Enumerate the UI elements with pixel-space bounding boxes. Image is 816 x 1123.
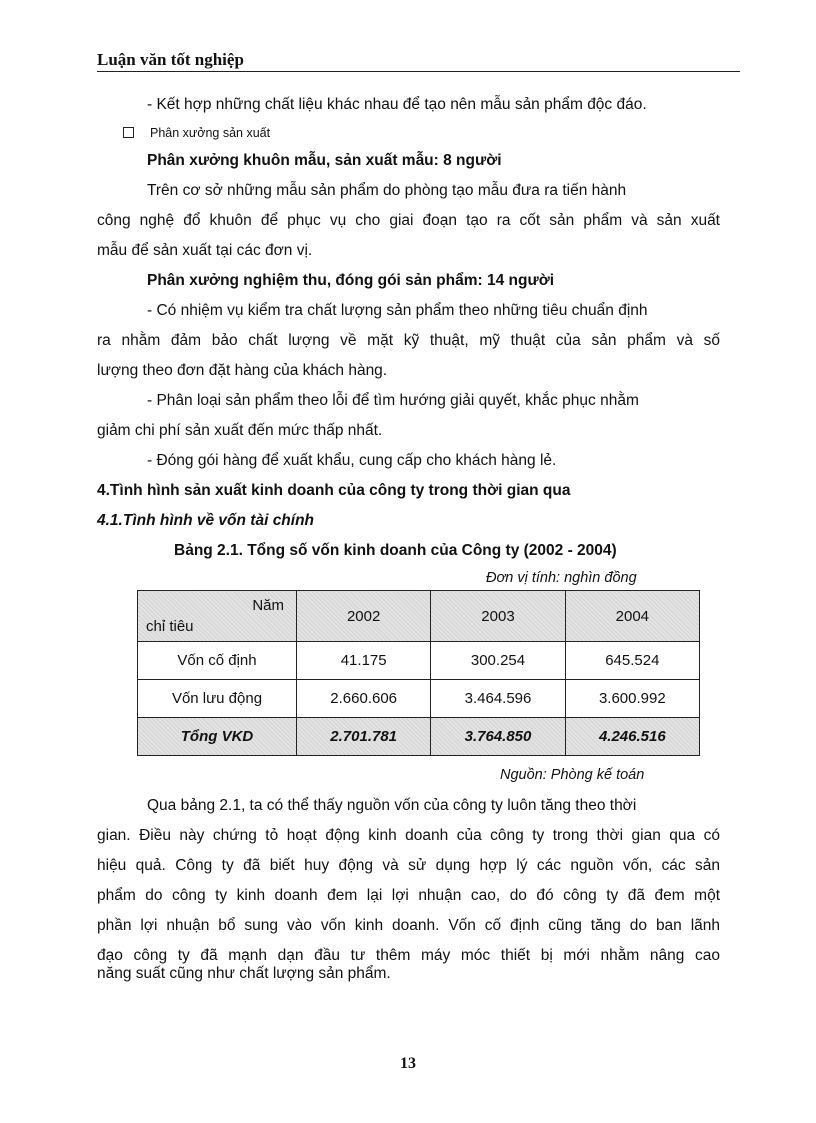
paragraph-line: ra nhằm đảm bảo chất lượng về mặt kỹ thuật, mỹ thuật của sản phẩm và số [97, 332, 720, 349]
table-cell: 3.764.850 [431, 718, 565, 756]
year-header: 2002 [297, 591, 431, 642]
table-cell: 300.254 [431, 642, 565, 680]
subheading: Phân xưởng khuôn mẫu, sản xuất mẫu: 8 người [147, 152, 502, 169]
row-label: Vốn lưu động [138, 680, 297, 718]
corner-cell [138, 591, 297, 642]
year-header: 2004 [565, 591, 699, 642]
row-label: Vốn cố định [138, 642, 297, 680]
table-source: Nguồn: Phòng kế toán [500, 767, 645, 783]
paragraph-line: lượng theo đơn đặt hàng của khách hàng. [97, 362, 388, 379]
table-cell: 2.701.781 [297, 718, 431, 756]
table-cell: 3.600.992 [565, 680, 699, 718]
bullet-text: Phân xưởng sản xuất [150, 126, 271, 140]
paragraph-line: - Đóng gói hàng để xuất khẩu, cung cấp cho khách hàng lẻ. [147, 452, 557, 469]
paragraph-line: công nghệ đổ khuôn để phục vụ cho giai đoạn tạo ra cốt sản phẩm và sản xuất [97, 212, 720, 229]
table-cell: 4.246.516 [565, 718, 699, 756]
paragraph-line: phần lợi nhuận bổ sung vào vốn kinh doanh. Vốn cố định cũng tăng do ban lãnh [97, 917, 720, 934]
square-bullet-icon [123, 127, 134, 138]
paragraph-line: Trên cơ sở những mẫu sản phẩm do phòng tạo mẫu đưa ra tiến hành [147, 182, 627, 199]
bullet-item [123, 126, 270, 140]
capital-table [137, 590, 700, 756]
paragraph-line: Qua bảng 2.1, ta có thể thấy nguồn vốn của công ty luôn tăng theo thời [147, 797, 637, 814]
table-header-row [138, 591, 700, 642]
paragraph-line: - Kết hợp những chất liệu khác nhau để tạo nên mẫu sản phẩm độc đáo. [147, 96, 647, 113]
table-cell: 645.524 [565, 642, 699, 680]
corner-item-label: chỉ tiêu [146, 618, 194, 635]
paragraph-line: phẩm do công ty kinh doanh đem lại lợi nhuận cao, do đó công ty đã đem một [97, 887, 720, 904]
page-number: 13 [400, 1055, 416, 1072]
paragraph-line: gian. Điều này chứng tỏ hoạt động kinh doanh của công ty trong thời gian qua có [97, 827, 720, 844]
corner-year-label: Năm [252, 597, 284, 614]
subheading: Phân xưởng nghiệm thu, đóng gói sản phẩm: 14 người [147, 272, 555, 289]
paragraph-line: đạo công ty đã mạnh dạn đầu tư thêm máy móc thiết bị mới nhằm nâng cao [97, 947, 720, 964]
paragraph-line: - Phân loại sản phẩm theo lỗi để tìm hướng giải quyết, khắc phục nhằm [147, 392, 639, 409]
year-header: 2003 [431, 591, 565, 642]
table-row [138, 642, 700, 680]
table-cell: 3.464.596 [431, 680, 565, 718]
section-heading: 4.Tình hình sản xuất kinh doanh của công ty trong thời gian qua [97, 482, 571, 499]
paragraph-line: năng suất cũng như chất lượng sản phẩm. [97, 965, 391, 982]
total-row [138, 718, 700, 756]
subsection-heading: 4.1.Tình hình về vốn tài chính [97, 512, 315, 529]
table-cell: 41.175 [297, 642, 431, 680]
table-unit: Đơn vị tính: nghìn đồng [486, 570, 637, 586]
table-caption: Bảng 2.1. Tổng số vốn kinh doanh của Công ty (2002 - 2004) [174, 542, 617, 559]
table-cell: 2.660.606 [297, 680, 431, 718]
paragraph-line: hiệu quả. Công ty đã biết huy động và sử dụng hợp lý các nguồn vốn, các sản [97, 857, 720, 874]
running-header: Luận văn tốt nghiệp [97, 50, 244, 69]
table-row [138, 680, 700, 718]
header-rule [97, 71, 740, 72]
row-label: Tổng VKD [138, 718, 297, 756]
paragraph-line: - Có nhiệm vụ kiểm tra chất lượng sản phẩm theo những tiêu chuẩn định [147, 302, 648, 319]
paragraph-line: giảm chi phí sản xuất đến mức thấp nhất. [97, 422, 383, 439]
paragraph-line: mẫu để sản xuất tại các đơn vị. [97, 242, 313, 259]
